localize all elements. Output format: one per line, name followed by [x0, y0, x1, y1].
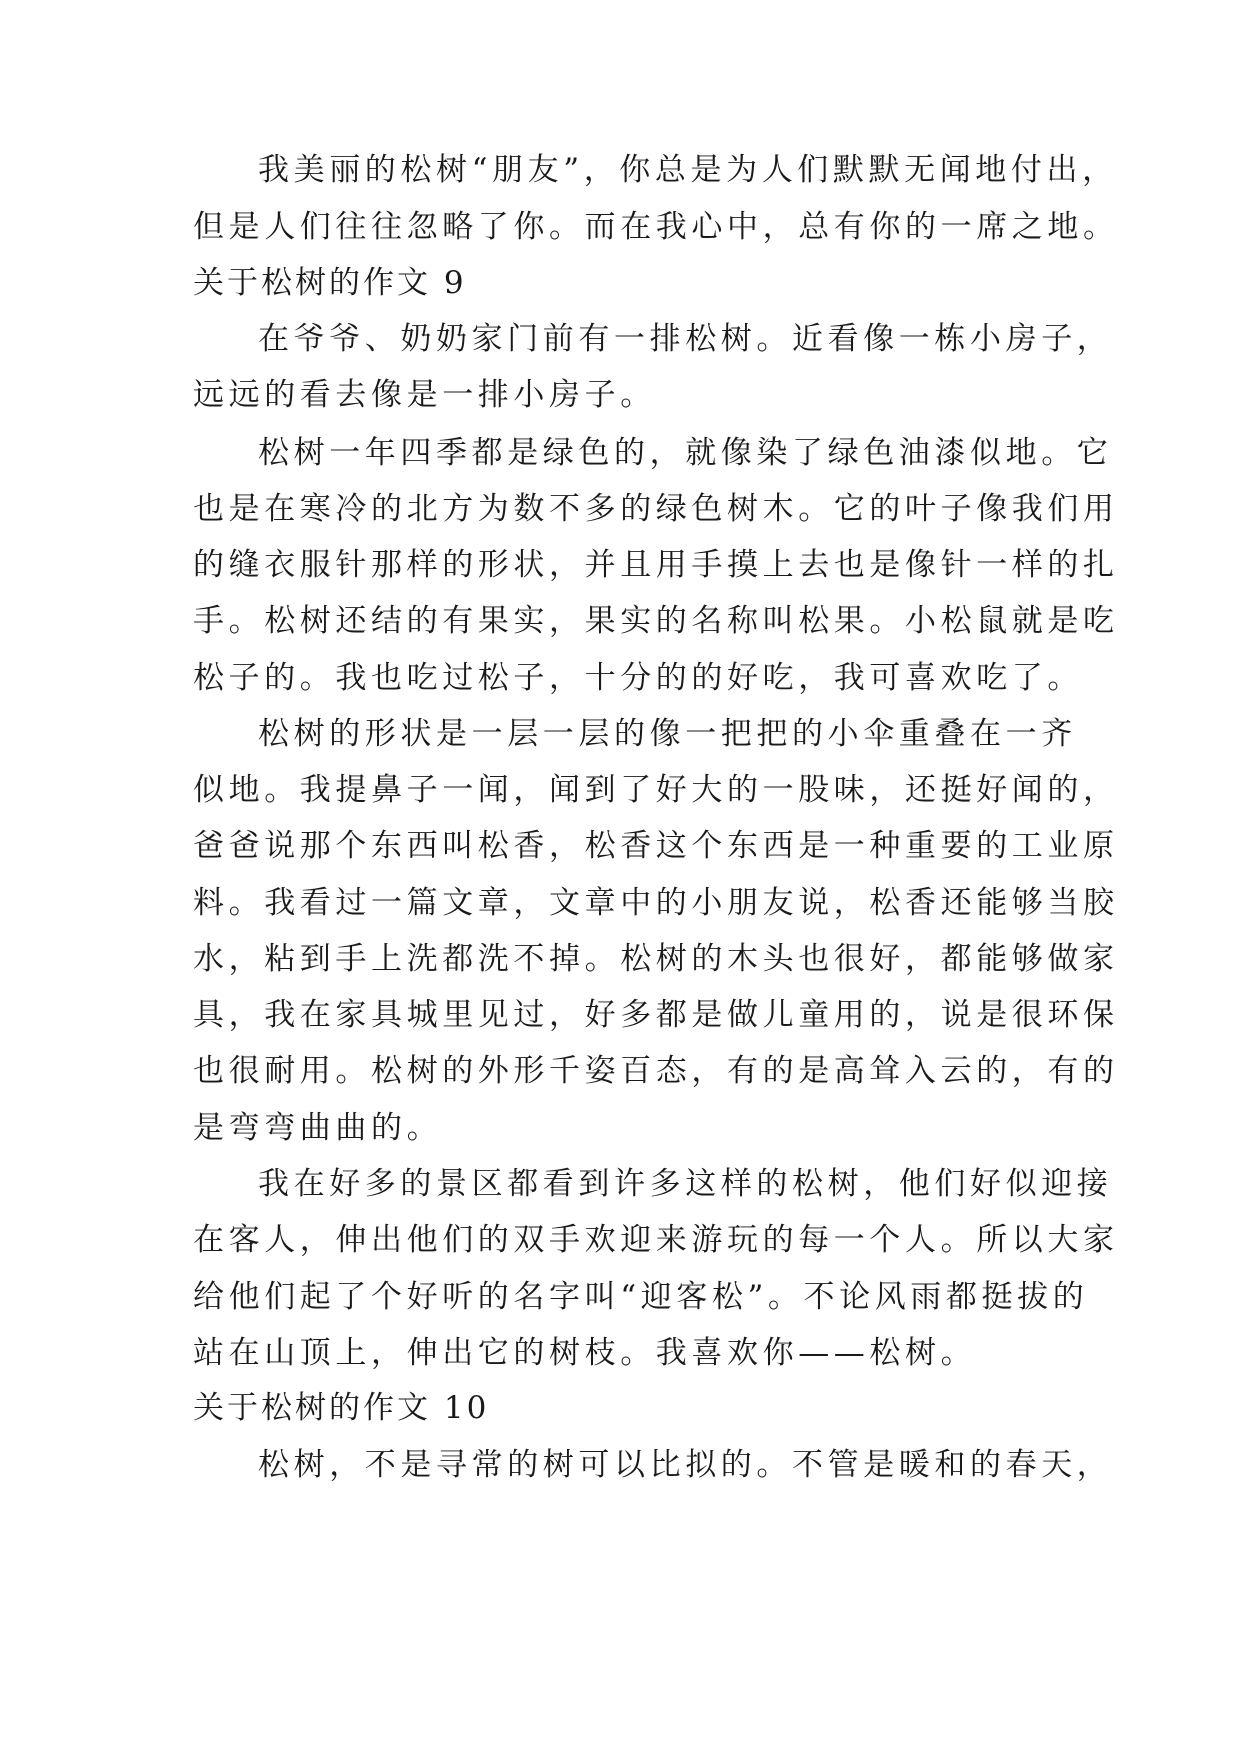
text-line: 也是在寒冷的北方为数不多的绿色树木。它的叶子像我们用 — [193, 491, 1119, 527]
text-line: 松子的。我也吃过松子，十分的的好吃，我可喜欢吃了。 — [193, 660, 1083, 696]
text-line: 水，粘到手上洗都洗不掉。松树的木头也很好，都能够做家 — [193, 941, 1119, 977]
text-line: 是弯弯曲曲的。 — [193, 1110, 443, 1146]
text-line: 的缝衣服针那样的形状，并且用手摸上去也是像针一样的扎 — [193, 547, 1119, 583]
section-heading: 关于松树的作文 9 — [193, 265, 467, 301]
text-line: 但是人们往往忽略了你。而在我心中，总有你的一席之地。 — [193, 209, 1119, 245]
text-line: 料。我看过一篇文章，文章中的小朋友说，松香还能够当胶 — [193, 885, 1119, 921]
text-line: 松树一年四季都是绿色的，就像染了绿色油漆似地。它 — [258, 435, 1113, 471]
text-line: 站在山顶上，伸出它的树枝。我喜欢你——松树。 — [193, 1335, 977, 1371]
text-line: 具，我在家具城里见过，好多都是做儿童用的，说是很环保 — [193, 997, 1119, 1033]
text-line: 在爷爷、奶奶家门前有一排松树。近看像一栋小房子， — [258, 321, 1113, 357]
section-heading: 关于松树的作文 10 — [193, 1390, 490, 1426]
text-line: 松树的形状是一层一层的像一把把的小伞重叠在一齐 — [258, 716, 1077, 752]
text-line: 松树，不是寻常的树可以比拟的。不管是暖和的春天， — [258, 1447, 1113, 1483]
text-line: 给他们起了个好听的名字叫“迎客松”。不论风雨都挺拔的 — [193, 1279, 1089, 1315]
text-line: 远远的看去像是一排小房子。 — [193, 377, 656, 413]
text-line: 我在好多的景区都看到许多这样的松树，他们好似迎接 — [258, 1166, 1113, 1202]
text-line: 手。松树还结的有果实，果实的名称叫松果。小松鼠就是吃 — [193, 603, 1119, 639]
text-line: 爸爸说那个东西叫松香，松香这个东西是一种重要的工业原 — [193, 828, 1119, 864]
text-line: 似地。我提鼻子一闻，闻到了好大的一股味，还挺好闻的， — [193, 772, 1119, 808]
text-line: 我美丽的松树“朋友”，你总是为人们默默无闻地付出， — [258, 152, 1118, 188]
text-line: 也很耐用。松树的外形千姿百态，有的是高耸入云的，有的 — [193, 1053, 1119, 1089]
text-line: 在客人，伸出他们的双手欢迎来游玩的每一个人。所以大家 — [193, 1222, 1119, 1258]
